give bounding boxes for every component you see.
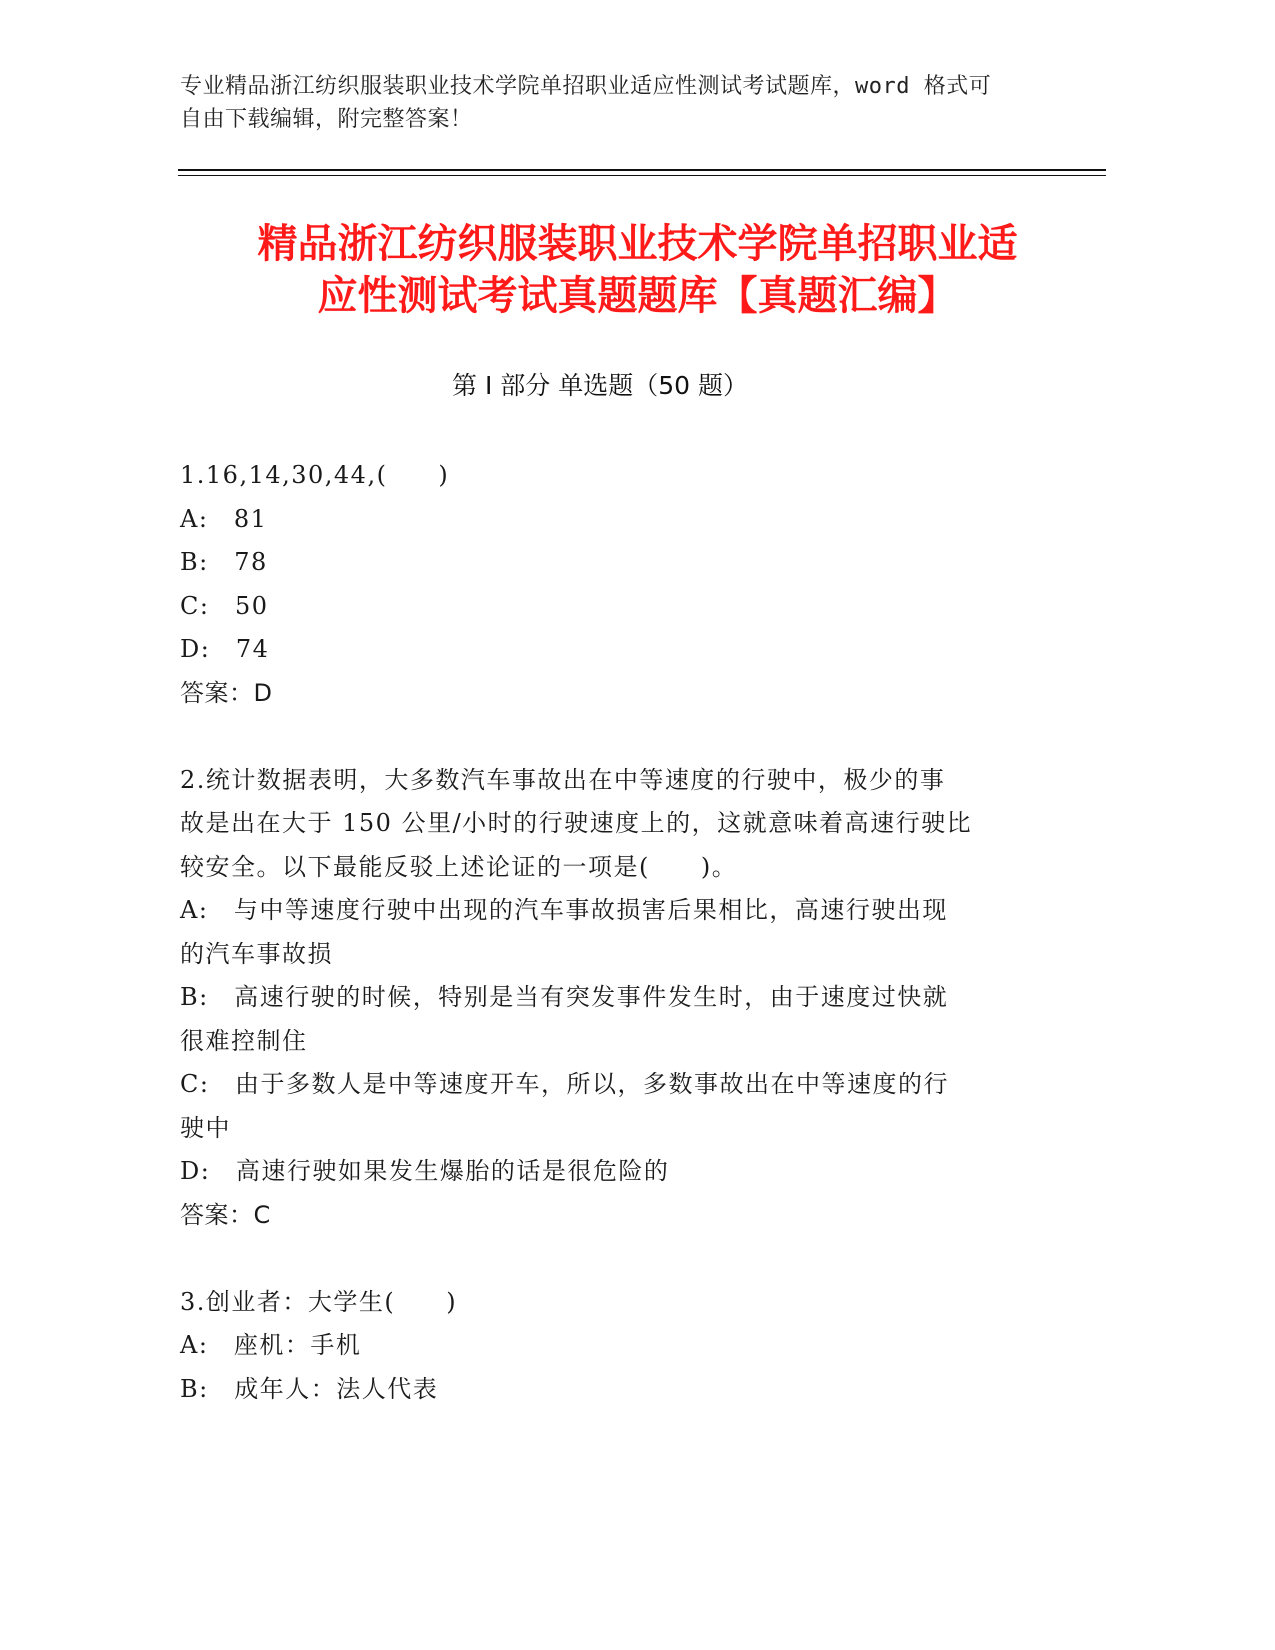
option-c-line-2: 驶中 (180, 1113, 231, 1142)
document-title-line-1: 精品浙江纺织服装职业技术学院单招职业适 (257, 221, 1018, 267)
question-3 (180, 1281, 1040, 1412)
question-list (180, 454, 1040, 1411)
option-b: B: 成年人：法人代表 (180, 1374, 439, 1403)
question-2 (180, 759, 1040, 1238)
option-b-line-2: 很难控制住 (180, 1026, 308, 1055)
option-c-line-1: C: 由于多数人是中等速度开车，所以，多数事故出在中等速度的行 (180, 1070, 949, 1098)
document-title (150, 218, 1125, 322)
header-note-line-2: 自由下载编辑，附完整答案！ (180, 107, 473, 132)
option-c: C: 50 (180, 591, 269, 620)
answer: 答案：C (180, 1200, 271, 1229)
header-note-line-1: 专业精品浙江纺织服装职业技术学院单招职业适应性测试考试题库，word 格式可 (180, 74, 992, 99)
question-stem-line-3: 较安全。以下最能反驳上述论证的一项是( )。 (180, 852, 738, 881)
question-stem: 3.创业者：大学生( ) (180, 1287, 458, 1316)
question-spacer (180, 715, 1040, 759)
option-a-line-1: A: 与中等速度行驶中出现的汽车事故损害后果相比，高速行驶出现 (180, 896, 948, 924)
question-stem-line-1: 2.统计数据表明，大多数汽车事故出在中等速度的行驶中，极少的事 (180, 765, 946, 794)
option-a-line-2: 的汽车事故损 (180, 939, 333, 968)
option-b: B: 78 (180, 548, 268, 576)
question-spacer (180, 1237, 1040, 1281)
header-divider-thin (178, 175, 1106, 176)
option-a: A: 座机：手机 (180, 1331, 362, 1359)
option-d: D: 高速行驶如果发生爆胎的话是很危险的 (180, 1157, 670, 1185)
header-divider-thick (178, 169, 1106, 171)
option-b-line-1: B: 高速行驶的时候，特别是当有突发事件发生时，由于速度过快就 (180, 983, 949, 1011)
question-stem: 1.16,14,30,44,( ) (180, 461, 450, 489)
header-note (180, 70, 1060, 136)
option-a: A: 81 (180, 504, 268, 533)
option-d: D: 74 (180, 635, 270, 663)
question-1 (180, 454, 1040, 715)
answer: 答案：D (180, 678, 273, 707)
question-stem-line-2: 故是出在大于 150 公里/小时的行驶速度上的，这就意味着高速行驶比 (180, 809, 973, 837)
section-title: 第 I 部分 单选题（50 题） (452, 371, 748, 400)
document-title-line-2: 应性测试考试真题题库【真题汇编】 (317, 273, 958, 319)
